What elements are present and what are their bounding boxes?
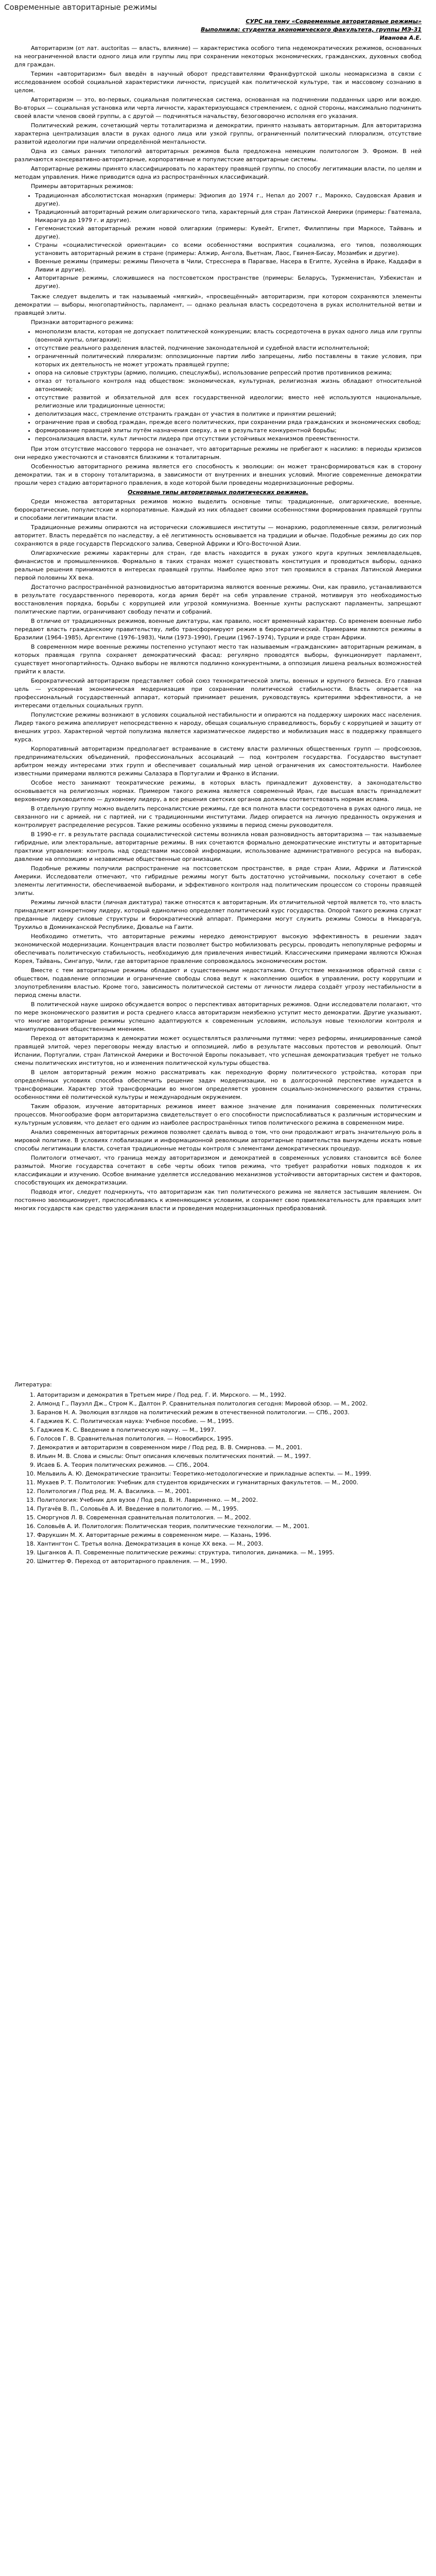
reference-item: 6. Голосов Г. В. Сравнительная политология. — Новосибирск, 1995. (37, 1435, 422, 1443)
reference-item: 12. Политология / Под ред. М. А. Василика. — М., 2001. (37, 1487, 422, 1496)
paragraph: Особое место занимают теократические режимы, в которых власть принадлежит духовенству, а законодательство основывается на религиозных нормах. Примером такого режима является современный Иран, где высшая власть принадлежит верховному руководителю — духовному лидеру, а все решения светских органов должны соответствовать нормам ислама. (14, 779, 422, 803)
reference-item: 18. Хантингтон С. Третья волна. Демократизация в конце XX века. — М., 2003. (37, 1540, 422, 1548)
reference-item: 17. Фарукшин М. Х. Авторитарные режимы в современном мире. — Казань, 1996. (37, 1531, 422, 1539)
reference-item: 1. Авторитаризм и демократия в Третьем мире / Под ред. Г. И. Мирского. — М., 1992. (37, 1391, 422, 1399)
paragraph: Вместе с тем авторитарные режимы обладают и существенными недостатками. Отсутствие механизмов обратной связи с обществом, подавление оппозиции и ограничение свободы слова ведут к накоплению ошибок в управлении, росту коррупции и злоупотреблениям властью. Кроме того, зависимость политической системы от личности лидера создаёт угрозу нестабильности в период смены власти. (14, 967, 422, 998)
reference-item: 14. Пугачёв В. П., Соловьёв А. И. Введение в политологию. — М., 1995. (37, 1505, 422, 1513)
list-item: • формирование правящей элиты путём назначения сверху, а не в результате конкурентной борьбы; (35, 427, 422, 435)
list-item: • деполитизация масс, стремление отстранить граждан от участия в политике и принятии решений; (35, 410, 422, 418)
paragraph: Подводя итог, следует подчеркнуть, что авторитаризм как тип политического режима не является застывшим явлением. Он постоянно эволюционирует, приспосабливаясь к изменяющимся условиям, и сохраняет свою привлекательность для правящих элит многих государств как средство удержания власти и проведения модернизационных преобразований. (14, 1189, 422, 1212)
reference-item: 15. Сморгунов Л. В. Современная сравнительная политология. — М., 2002. (37, 1514, 422, 1522)
reference-item: 13. Политология: Учебник для вузов / Под ред. В. Н. Лавриненко. — М., 2002. (37, 1496, 422, 1504)
list-item: • монополизм власти, которая не допускает политической конкуренции; власть сосредоточена в руках одного лица или группы (военной хунты, олигархии); (35, 328, 422, 344)
reference-item: 2. Алмонд Г., Пауэлл Дж., Стром К., Далтон Р. Сравнительная политология сегодня: Мировой обзор. — М., 2002. (37, 1400, 422, 1408)
reference-item: 19. Цыганков А. П. Современные политические режимы: структура, типология, динамика. — М., 1995. (37, 1549, 422, 1557)
paragraph: Бюрократический авторитаризм представляет собой союз технократической элиты, военных и крупного бизнеса. Его главная цель — ускоренная экономическая модернизация при сохранении политической стабильности. Власть опирается на профессиональный государственный аппарат, который принимает решения, руководствуясь критериями эффективности, а не интересами отдельных социальных групп. (14, 677, 422, 709)
reference-item: 8. Ильин М. В. Слова и смыслы: Опыт описания ключевых политических понятий. — М., 1997. (37, 1452, 422, 1461)
references-title: Литература: (14, 1381, 52, 1388)
list-item: • Страны «социалистической ориентации» со всеми особенностями восприятия социализма, его типов, позволяющих установить авторитарный режим в стране (примеры: Алжир, Ангола, Вьетнам, Лаос, Гвинея-Бисау, Мозамбик и другие). (35, 241, 422, 258)
paragraph: В отдельную группу можно выделить персоналистские режимы, где вся полнота власти сосредоточена в руках одного лица, не связанного ни с армией, ни с партией, ни с традиционными институтами. Лидер опирается на личную преданность окружения и контролирует распределение ресурсов. Такие режимы особенно уязвимы в период смены руководителя. (14, 805, 422, 828)
paragraph: Авторитаризм — это, во-первых, социальная политическая система, основанная на подчинении подданных царю или вождю. Во-вторых — социальная установка или черта личности, характеризующаяся стремлением, с одной стороны, максимально подчинить своей власти членов своей группы, а с другой — подчиняться начальству, безоговорочно исполняя его указания. (14, 96, 422, 120)
author-name: Иванова А.Е. (379, 35, 422, 41)
paragraph: Авторитарные режимы принято классифицировать по характеру правящей группы, по способу легитимации власти, по целям и методам управления. Ниже приводится одна из распространённых классификаций. (14, 165, 422, 180)
reference-item: 7. Демократия и авторитаризм в современном мире / Под ред. В. В. Смирнова. — М., 2001. (37, 1444, 422, 1452)
intro-section (14, 44, 422, 181)
references-list (14, 1391, 422, 1566)
paragraph: Авторитаризм (от лат. auctoritas — власть, влияние) — характеристика особого типа недемократических режимов, основанных на неограниченной власти одного лица или группы лиц при сохранении некоторых экономических, гражданских, духовных свобод для граждан. (14, 45, 422, 68)
reference-item: 16. Соловьёв А. И. Политология: Политическая теория, политические технологии. — М., 2001. (37, 1522, 422, 1531)
list-item: • отсутствие развитой и обязательной для всех государственной идеологии; вместо неё используются национальные, религиозные или традиционные ценности; (35, 394, 422, 410)
list-item: • опора на силовые структуры (армию, полицию, спецслужбы), использование репрессий против противников режима; (35, 369, 422, 377)
page-title: Современные авторитарные режимы (4, 3, 157, 12)
paragraph: Традиционные режимы опираются на исторически сложившиеся институты — монархию, родоплеменные связи, религиозный авторитет. Власть передаётся по наследству, а её легитимность основывается на традиции и обычае. Подобные режимы до сих пор сохраняются в ряде государств Персидского залива, Северной Африки и Юго-Восточной Азии. (14, 524, 422, 547)
reference-item: 4. Гаджиев К. С. Политическая наука: Учебное пособие. — М., 1995. (37, 1417, 422, 1426)
reference-item: 20. Шмиттер Ф. Переход от авторитарного правления. — М., 1990. (37, 1557, 422, 1566)
list-item: • Гегемонистский авторитарный режим новой олигархии (примеры: Кувейт, Египет, Филиппины при Маркосе, Тайвань и другие). (35, 225, 422, 241)
paragraph: Подобные режимы получили распространение на постсоветском пространстве, в ряде стран Азии, Африки и Латинской Америки. Исследователи отмечают, что гибридные режимы могут быть достаточно устойчивыми, поскольку сочетают в себе элементы легитимности, обеспечиваемой выборами, и эффективного контроля над политическим процессом со стороны правящей элиты. (14, 865, 422, 896)
paragraph: Необходимо отметить, что авторитарные режимы нередко демонстрируют высокую эффективность в решении задач экономической модернизации. Концентрация власти позволяет быстро мобилизовать ресурсы, проводить непопулярные реформы и обеспечивать политическую стабильность, необходимую для привлечения инвестиций. Классическими примерами являются Южная Корея, Тайвань, Сингапур, Чили, где авторитарное правление сопровождалось экономическим ростом. (14, 933, 422, 964)
paragraph: Достаточно распространённой разновидностью авторитаризма являются военные режимы. Они, как правило, устанавливаются в результате государственного переворота, когда армия берёт на себя управление страной, мотивируя это необходимостью восстановления порядка, борьбы с коррупцией или угрозой коммунизма. Военные хунты распускают парламенты, запрещают политические партии, ограничивают свободу печати и собраний. (14, 584, 422, 615)
student-line: Выполнила: студентка экономического факультета, группы МЭ-31 (200, 26, 422, 33)
paragraph: Таким образом, изучение авторитарных режимов имеет важное значение для понимания современных политических процессов. Многообразие форм авторитаризма свидетельствует о его способности приспосабливаться к различным историческим и культурным условиям, что делает его одним из наиболее распространённых типов политического режима в современном мире. (14, 1103, 422, 1126)
paragraph: Термин «авторитаризм» был введён в научный оборот представителями Франкфуртской школы неомарксизма в связи с исследованием особой социальной характеристики личности, присущей как политической культуре, так и массовому сознанию в целом. (14, 71, 422, 94)
paragraph: Популистские режимы возникают в условиях социальной нестабильности и опираются на поддержку широких масс населения. Лидер такого режима апеллирует непосредственно к народу, обещая социальную справедливость, борьбу с коррупцией и защиту от внешних угроз. Характерной чертой популизма является харизматическое лидерство и мобилизация масс в поддержку правящего курса. (14, 711, 422, 743)
page-break-gap (14, 1214, 422, 1368)
paragraph: Особенностью авторитарного режима является его способность к эволюции: он может трансформироваться как в сторону демократии, так и в сторону тоталитаризма, в зависимости от внутренних и внешних условий. Многие современные демократии прошли через стадию авторитарного правления, в ходе которой были проведены модернизационные реформы. (14, 463, 422, 486)
reference-item: 10. Мельвиль А. Ю. Демократические транзиты: Теоретико-методологические и прикладные аспекты. — М., 1999. (37, 1470, 422, 1478)
list-item: • Традиционная абсолютистская монархия (примеры: Эфиопия до 1974 г., Непал до 2007 г., Марокко, Саудовская Аравия и другие). (35, 192, 422, 208)
paragraph: Политический режим, сочетающий черты тоталитаризма и демократии, принято называть авторитарным. Для авторитаризма характерна централизация власти в руках одного лица или узкой группы, ограниченный политический плюрализм, отсутствие развитой идеологии при наличии определённой ментальности. (14, 122, 422, 145)
paragraph: При этом отсутствие массового террора не означает, что авторитарные режимы не прибегают к насилию: в периоды кризисов они нередко ужесточаются и становятся близкими к тоталитарным. (14, 446, 422, 461)
reference-item: 5. Гаджиев К. С. Введение в политическую науку. — М., 1997. (37, 1426, 422, 1434)
list-item: • отказ от тотального контроля над обществом: экономическая, культурная, религиозная жизнь обладают относительной автономией; (35, 377, 422, 394)
list-item: • Военные режимы (примеры: режимы Пиночета в Чили, Стресснера в Парагвае, Насера в Египте, Хусейна в Ираке, Каддафи в Ливии и другие). (35, 258, 422, 274)
paragraph: В отличие от традиционных режимов, военные диктатуры, как правило, носят временный характер. Со временем военные либо передают власть гражданскому правительству, либо трансформируют режим в бюрократический. Примерами являются режимы в Бразилии (1964–1985), Аргентине (1976–1983), Чили (1973–1990), Греции (1967–1974), Турции и ряде стран Африки. (14, 618, 422, 641)
paragraph: В современном мире военные режимы постепенно уступают место так называемым «гражданским» авторитарным режимам, в которых правящая группа сохраняет демократический фасад: регулярно проводятся выборы, функционирует парламент, существует многопартийность. Однако выборы не являются подлинно конкурентными, а оппозиция лишена реальных возможностей прийти к власти. (14, 643, 422, 675)
list-item: • ограничение прав и свобод граждан, прежде всего политических, при сохранении ряда гражданских и экономических свобод; (35, 418, 422, 427)
paragraph: В политической науке широко обсуждается вопрос о перспективах авторитарных режимов. Одни исследователи полагают, что по мере экономического развития и роста среднего класса авторитаризм неизбежно уступит место демократии. Другие указывают, что многие авторитарные режимы успешно адаптируются к современным условиям, используя новые технологии контроля и манипулирования общественным мнением. (14, 1001, 422, 1032)
list-item: • отсутствие реального разделения властей, подчинение законодательной и судебной власти исполнительной; (35, 344, 422, 352)
paragraph: Переход от авторитаризма к демократии может осуществляться различными путями: через реформы, инициированные самой правящей элитой, через переговоры между властью и оппозицией, либо в результате массовых протестов и революций. Опыт Испании, Португалии, стран Латинской Америки и Восточной Европы показывает, что успешная демократизация требует не только смены политических институтов, но и изменения политической культуры общества. (14, 1035, 422, 1066)
types-list (14, 192, 422, 291)
document-body (0, 15, 436, 1566)
list-item: • персонализация власти, культ личности лидера при отсутствии устойчивых механизмов преемственности. (35, 435, 422, 443)
features-heading: Признаки авторитарного режима: (31, 319, 134, 326)
paragraph: Корпоративный авторитаризм предполагает встраивание в систему власти различных общественных групп — профсоюзов, предпринимательских объединений, профессиональных ассоциаций — под контролем государства. Государство выступает арбитром между интересами этих групп и обеспечивает социальный мир ценой ограничения их самостоятельности. Наиболее известными примерами являются режимы Салазара в Португалии и Франко в Испании. (14, 745, 422, 777)
reference-item: 3. Баранов Н. А. Эволюция взглядов на политический режим в отечественной политологии. — СПб., 2003. (37, 1409, 422, 1417)
reference-item: 11. Мухаев Р. Т. Политология: Учебник для студентов юридических и гуманитарных факультетов. — М., 2000. (37, 1479, 422, 1487)
main-section (14, 498, 422, 1213)
paragraph: В 1990-е гг. в результате распада социалистической системы возникла новая разновидность авторитаризма — так называемые гибридные, или электоральные, авторитарные режимы. В них сочетаются формально демократические институты и авторитарные практики управления: контроль над средствами массовой информации, использование административного ресурса на выборах, давление на оппозицию и независимые общественные организации. (14, 831, 422, 862)
types-heading: Примеры авторитарных режимов: (31, 183, 134, 190)
paragraph: В целом авторитарный режим можно рассматривать как переходную форму политического устройства, которая при определённых условиях способна обеспечить решение задач модернизации, но в долгосрочной перспективе нуждается в трансформации. Характер этой трансформации во многом определяется уровнем социально-экономического развития страны, особенностями её политической культуры и международным окружением. (14, 1069, 422, 1100)
paragraph: Режимы личной власти (личная диктатура) также относятся к авторитарным. Их отличительной чертой является то, что власть принадлежит конкретному лидеру, который единолично определяет политический курс государства. Опорой такого режима служат преданные лидеру силовые структуры и бюрократический аппарат. Примерами могут служить режимы Сомосы в Никарагуа, Трухильо в Доминиканской Республике, Дювалье на Гаити. (14, 899, 422, 930)
list-item: • ограниченный политический плюрализм: оппозиционные партии либо запрещены, либо поставлены в такие условия, при которых их деятельность не может угрожать правящей группе; (35, 352, 422, 369)
list-item: • Авторитарные режимы, сложившиеся на постсоветском пространстве (примеры: Беларусь, Туркменистан, Узбекистан и другие). (35, 274, 422, 291)
paragraph: Политологи отмечают, что граница между авторитаризмом и демократией в современных условиях становится всё более размытой. Многие государства сочетают в себе черты обоих типов режима, что требует разработки новых подходов к их классификации и изучению. Особое внимание уделяется исследованию механизмов устойчивости авторитарных систем и факторов, способствующих их демократизации. (14, 1155, 422, 1186)
paragraph: Олигархические режимы характерны для стран, где власть находится в руках узкого круга крупных землевладельцев, финансистов и промышленников. Формально в таких странах может существовать конституция и проводиться выборы, однако реальные решения принимаются в интересах правящей группы. Наиболее ярко этот тип проявился в странах Латинской Америки первой половины XX века. (14, 550, 422, 581)
list-item: • Традиционный авторитарный режим олигархического типа, характерный для стран Латинской Америки (примеры: Гватемала, Никарагуа до 1979 г. и другие). (35, 208, 422, 225)
paragraph: Также следует выделить и так называемый «мягкий», «просвещённый» авторитаризм, при котором сохраняются элементы демократии — выборы, многопартийность, парламент, — однако реальная власть сосредоточена в руках исполнительной ветви и правящей элиты. (14, 293, 422, 316)
section-title: Основные типы авторитарных политических режимов. (128, 489, 308, 496)
course-line: СУРС на тему «Современные авторитарные режимы» (246, 18, 422, 25)
paragraph: Анализ современных авторитарных режимов позволяет сделать вывод о том, что они продолжают играть значительную роль в мировой политике. В условиях глобализации и информационной революции авторитарные правительства вынуждены искать новые способы легитимации власти, сочетая традиционные методы контроля с элементами демократических процедур. (14, 1129, 422, 1152)
reference-item: 9. Исаев Б. А. Теория политических режимов. — СПб., 2004. (37, 1461, 422, 1469)
features-list (14, 328, 422, 443)
paragraph: Одна из самых ранних типологий авторитарных режимов была предложена немецким политологом Э. Фромом. В ней различаются консервативно-авторитарные, корпоративные и популистские авторитарные системы. (14, 148, 422, 163)
paragraph: Среди множества авторитарных режимов можно выделить основные типы: традиционные, олигархические, военные, бюрократические, популистские и корпоративные. Каждый из них обладает своими особенностями формирования правящей группы и способами легитимации власти. (14, 498, 422, 521)
